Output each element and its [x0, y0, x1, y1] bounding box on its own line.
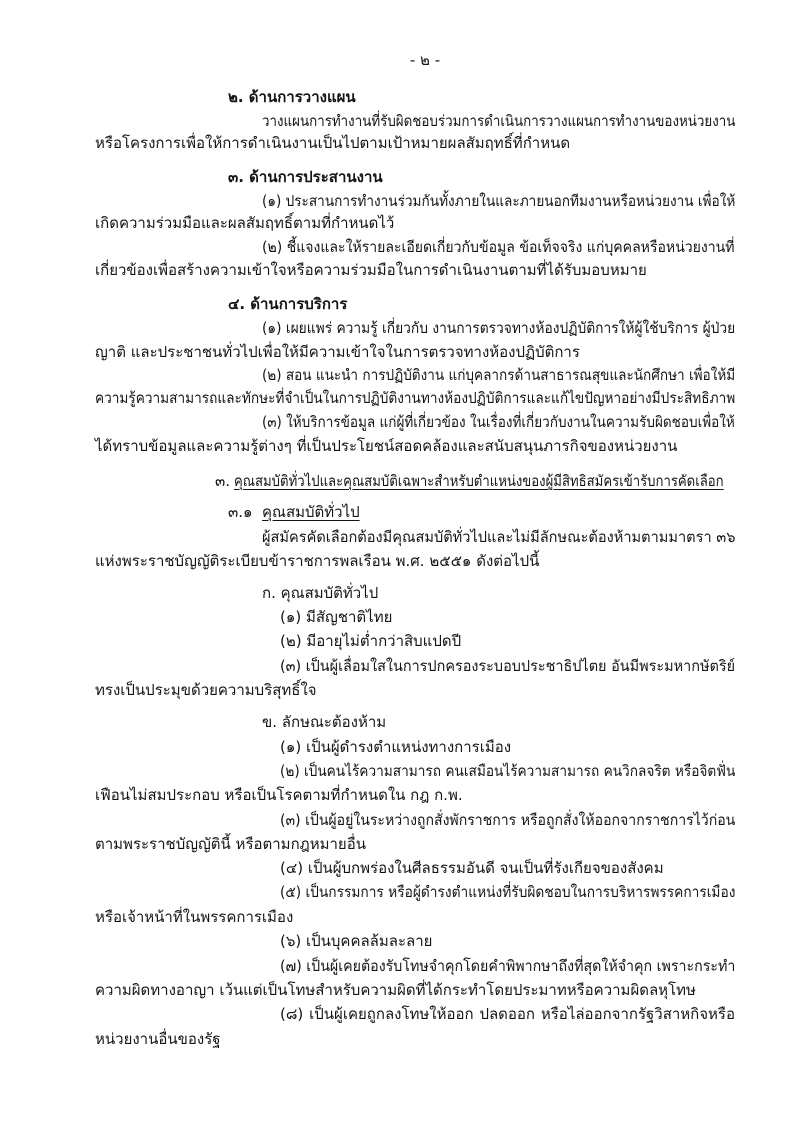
general-intro-line: ผู้สมัครคัดเลือกต้องมีคุณสมบัติทั่วไปและไม่มีลักษณะต้องห้ามตามมาตรา ๓๖	[262, 528, 736, 546]
coordination-item-line: (๒) ชี้แจงและให้รายละเอียดเกี่ยวกับข้อมูล ข้อเท็จจริง แก่บุคคลหรือหน่วยงานที่	[262, 238, 735, 256]
part-b-item-line: (๓) เป็นผู้อยู่ในระหว่างถูกสั่งพักราชการ หรือถูกสั่งให้ออกจากราชการไว้ก่อน	[280, 811, 736, 829]
section-planning-line: วางแผนการทำงานที่รับผิดชอบร่วมการดำเนินการวางแผนการทำงานของหน่วยงาน	[262, 112, 736, 130]
service-item-line: (๓) ให้บริการข้อมูล แก่ผู้ที่เกี่ยวข้อง ในเรื่องที่เกี่ยวกับงานในความรับผิดชอบเพื่อให้	[262, 413, 735, 431]
part-b-item-line: (๔) เป็นผู้บกพร่องในศีลธรรมอันดี จนเป็นที่รังเกียจของสังคม	[280, 859, 664, 877]
section-planning-heading: ๒. ด้านการวางแผน	[228, 88, 356, 106]
service-item-line: (๒) สอน แนะนำ การปฏิบัติงาน แก่บุคลากรด้านสาธารณสุขและนักศึกษา เพื่อให้มี	[262, 366, 736, 384]
part-b-item-line: ความผิดทางอาญา เว้นแต่เป็นโทษสำหรับความผิดที่ได้กระทำโดยประมาทหรือความผิดลหุโทษ	[95, 981, 696, 999]
service-item-line: ความรู้ความสามารถและทักษะที่จำเป็นในการปฏิบัติงานทางห้องปฏิบัติการและแก้ไขปัญหาอย่างมีประสิทธิภาพ	[95, 389, 736, 407]
part-a-item-line: (๑) มีสัญชาติไทย	[280, 608, 393, 626]
part-a-title: ก. คุณสมบัติทั่วไป	[262, 584, 379, 602]
part-b-item-line: หรือเจ้าหน้าที่ในพรรคการเมือง	[95, 908, 294, 926]
service-item-line: ญาติ และประชาชนทั่วไปเพื่อให้มีความเข้าใจในการตรวจทางห้องปฏิบัติการ	[95, 343, 580, 361]
general-intro-line: แห่งพระราชบัญญัติระเบียบข้าราชการพลเรือน พ.ศ. ๒๕๕๑ ดังต่อไปนี้	[95, 552, 540, 570]
part-b-item-line: (๗) เป็นผู้เคยต้องรับโทษจำคุกโดยคำพิพากษาถึงที่สุดให้จำคุก เพราะกระทำ	[280, 957, 736, 975]
part-b-title: ข. ลักษณะต้องห้าม	[262, 713, 387, 731]
part-a-item-line: ทรงเป็นประมุขด้วยความบริสุทธิ์ใจ	[95, 681, 317, 699]
general-qualifications-title: คุณสมบัติทั่วไป	[262, 503, 360, 521]
coordination-item-line: เกี่ยวข้องเพื่อสร้างความเข้าใจหรือความร่วมมือในการดำเนินงานตามที่ได้รับมอบหมาย	[95, 261, 647, 279]
section-service-heading: ๔. ด้านการบริการ	[228, 295, 348, 313]
part-b-item-line: ตามพระราชบัญญัตินี้ หรือตามกฎหมายอื่น	[95, 835, 366, 853]
section-planning-line: หรือโครงการเพื่อให้การดำเนินงานเป็นไปตามเป้าหมายผลสัมฤทธิ์ที่กำหนด	[95, 134, 571, 152]
part-b-item-line: (๑) เป็นผู้ดำรงตำแหน่งทางการเมือง	[280, 738, 512, 756]
page-number: - ๒ -	[409, 51, 441, 69]
part-b-item-line: (๘) เป็นผู้เคยถูกลงโทษให้ออก ปลดออก หรือไล่ออกจากรัฐวิสาหกิจหรือ	[280, 1005, 735, 1023]
part-b-item-line: หน่วยงานอื่นของรัฐ	[95, 1030, 221, 1048]
part-b-item-line: (๖) เป็นบุคคลล้มละลาย	[280, 932, 433, 950]
coordination-item-line: เกิดความร่วมมือและผลสัมฤทธิ์ตามที่กำหนดไว้	[95, 214, 395, 232]
part-b-item-line: เฟือนไม่สมประกอบ หรือเป็นโรคตามที่กำหนดใน กฎ ก.พ.	[95, 786, 463, 804]
general-qualifications-number: ๓.๑	[228, 503, 253, 521]
service-item-line: (๑) เผยแพร่ ความรู้ เกี่ยวกับ งานการตรวจทางห้องปฏิบัติการให้ผู้ใช้บริการ ผู้ป่วย	[262, 319, 736, 337]
service-item-line: ได้ทราบข้อมูลและความรู้ต่างๆ ที่เป็นประโยชน์สอดคล้องและสนับสนุนภารกิจของหน่วยงาน	[95, 437, 678, 455]
part-a-item-line: (๒) มีอายุไม่ต่ำกว่าสิบแปดปี	[280, 632, 462, 650]
part-a-item-line: (๓) เป็นผู้เลื่อมใสในการปกครองระบอบประชาธิปไตย อันมีพระมหากษัตริย์	[280, 657, 736, 675]
part-b-item-line: (๕) เป็นกรรมการ หรือผู้ดำรงตำแหน่งที่รับผิดชอบในการบริหารพรรคการเมือง	[280, 883, 736, 901]
qualifications-heading: คุณสมบัติทั่วไปและคุณสมบัติเฉพาะสำหรับตำแหน่งของผู้มีสิทธิสมัครเข้ารับการคัดเลือก	[234, 472, 724, 490]
part-b-item-line: (๒) เป็นคนไร้ความสามารถ คนเสมือนไร้ความสามารถ คนวิกลจริต หรือจิตฟั่น	[280, 762, 736, 780]
qualifications-number: ๓.	[215, 472, 231, 490]
coordination-item-line: (๑) ประสานการทำงานร่วมกันทั้งภายในและภายนอกทีมงานหรือหน่วยงาน เพื่อให้	[262, 192, 736, 210]
section-coordination-heading: ๓. ด้านการประสานงาน	[228, 168, 383, 186]
